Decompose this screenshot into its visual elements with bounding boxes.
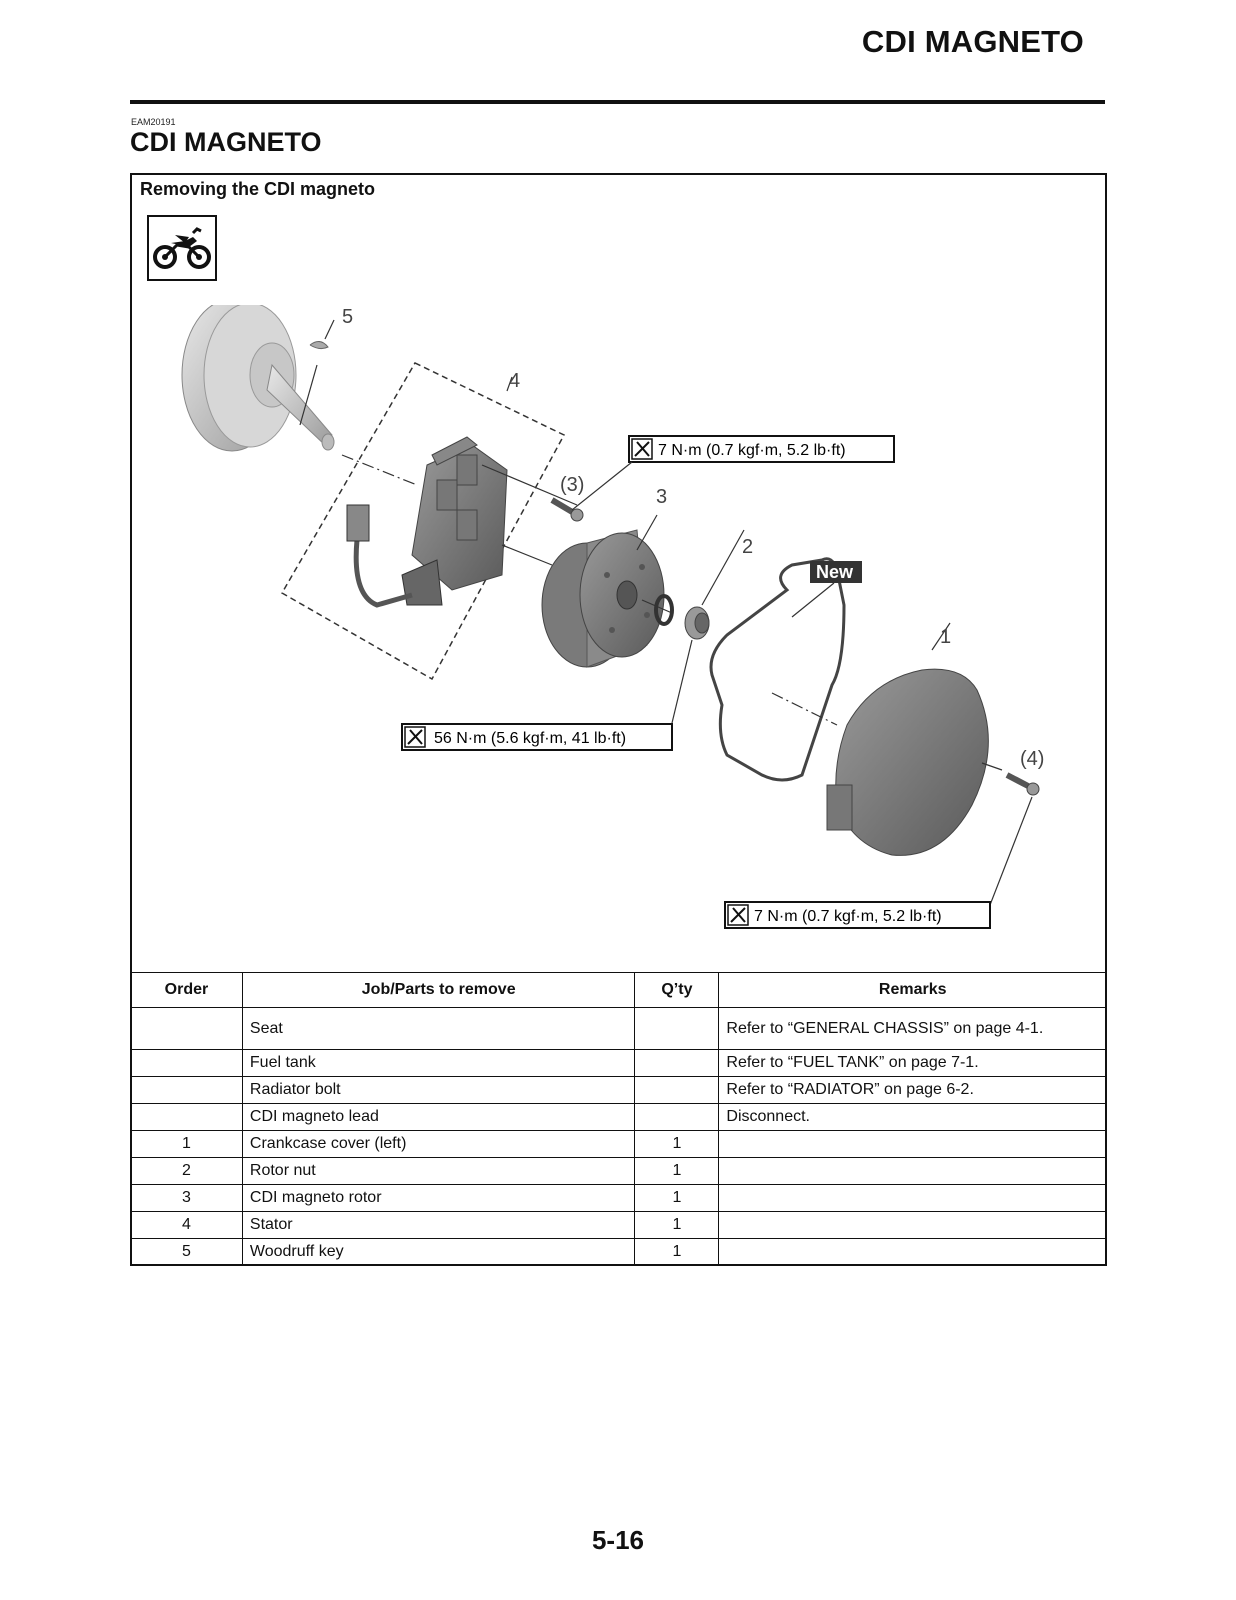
callout-1: 1: [940, 626, 952, 648]
stator-bolt: [552, 500, 583, 521]
table-row: [131, 1212, 1107, 1239]
row-remarks: [719, 1185, 1107, 1212]
row-qty: 1: [635, 1158, 719, 1185]
table-row: [131, 1104, 1107, 1131]
table-row: [131, 1050, 1107, 1077]
callout-3: 3: [656, 486, 668, 508]
table-row: [131, 1158, 1107, 1185]
row-remarks: Refer to “FUEL TANK” on page 7-1.: [719, 1050, 1107, 1077]
row-qty: 1: [635, 1185, 719, 1212]
callout-5: 5: [342, 306, 354, 328]
row-remarks: [719, 1158, 1107, 1185]
row-order: 1: [131, 1131, 243, 1158]
row-part: Woodruff key: [242, 1239, 635, 1266]
dirt-bike-icon: [147, 215, 217, 281]
row-part: Radiator bolt: [242, 1077, 635, 1104]
section-code: EAM20191: [131, 117, 176, 127]
col-order-header: Order: [131, 973, 243, 1008]
row-remarks: [719, 1131, 1107, 1158]
row-qty: [635, 1050, 719, 1077]
row-part: CDI magneto lead: [242, 1104, 635, 1131]
table-row: [131, 1131, 1107, 1158]
table-row: [131, 1185, 1107, 1212]
table-row: [131, 1239, 1107, 1266]
row-order: [131, 1077, 243, 1104]
torque-spec-top: [572, 436, 894, 510]
section-title: CDI MAGNETO: [130, 127, 322, 157]
torque-spec-bottom: [725, 902, 990, 928]
row-order: [131, 1008, 243, 1050]
callout-bolt-3: (3): [560, 474, 585, 496]
row-order: 3: [131, 1185, 243, 1212]
row-remarks: Refer to “GENERAL CHASSIS” on page 4-1.: [719, 1008, 1107, 1050]
running-header-title: CDI MAGNETO: [861, 24, 1084, 59]
rotor-nut: [685, 607, 709, 639]
woodruff-key: [310, 341, 328, 348]
col-remarks-header: Remarks: [719, 973, 1107, 1008]
torque-top-text: 7 N·m (0.7 kgf·m, 5.2 lb·ft): [658, 442, 846, 459]
torque-bottom-text: 7 N·m (0.7 kgf·m, 5.2 lb·ft): [754, 908, 942, 925]
col-qty-header: Q’ty: [635, 973, 719, 1008]
row-order: 5: [131, 1239, 243, 1266]
cover-bolt: [1007, 775, 1039, 795]
crankshaft: [182, 305, 334, 451]
row-qty: [635, 1104, 719, 1131]
row-remarks: Disconnect.: [719, 1104, 1107, 1131]
torque-spec-mid: [402, 724, 672, 750]
callout-4: 4: [509, 370, 521, 392]
row-part: Rotor nut: [242, 1158, 635, 1185]
row-order: [131, 1104, 243, 1131]
table-row: [131, 1008, 1107, 1050]
gasket: [711, 559, 844, 780]
row-part: Seat: [242, 1008, 635, 1050]
page-number: 5-16: [591, 1525, 645, 1555]
row-order: 2: [131, 1158, 243, 1185]
crankcase-cover: [827, 669, 988, 855]
table-row: [131, 1077, 1107, 1104]
cdi-magneto-rotor: [542, 530, 664, 667]
row-part: CDI magneto rotor: [242, 1185, 635, 1212]
callout-2: 2: [742, 536, 754, 558]
callout-bolt-4: (4): [1020, 748, 1045, 770]
row-qty: 1: [635, 1212, 719, 1239]
procedure-title: Removing the CDI magneto: [140, 179, 376, 199]
header-rule: [130, 100, 1105, 104]
row-part: Crankcase cover (left): [242, 1131, 635, 1158]
row-qty: 1: [635, 1239, 719, 1266]
row-qty: [635, 1077, 719, 1104]
table-header-row: [131, 973, 1107, 1008]
row-qty: 1: [635, 1131, 719, 1158]
stator: [347, 437, 507, 605]
row-remarks: [719, 1239, 1107, 1266]
row-part: Fuel tank: [242, 1050, 635, 1077]
row-remarks: [719, 1212, 1107, 1239]
torque-mid-text: 56 N·m (5.6 kgf·m, 41 lb·ft): [434, 730, 627, 747]
row-remarks: Refer to “RADIATOR” on page 6-2.: [719, 1077, 1107, 1104]
procedure-box: [130, 173, 1107, 1266]
parts-table: [130, 972, 1107, 1266]
new-badge: New: [816, 562, 854, 582]
row-part: Stator: [242, 1212, 635, 1239]
row-order: 4: [131, 1212, 243, 1239]
col-part-header: Job/Parts to remove: [242, 973, 635, 1008]
row-qty: [635, 1008, 719, 1050]
row-order: [131, 1050, 243, 1077]
exploded-view-diagram: [132, 305, 1105, 965]
